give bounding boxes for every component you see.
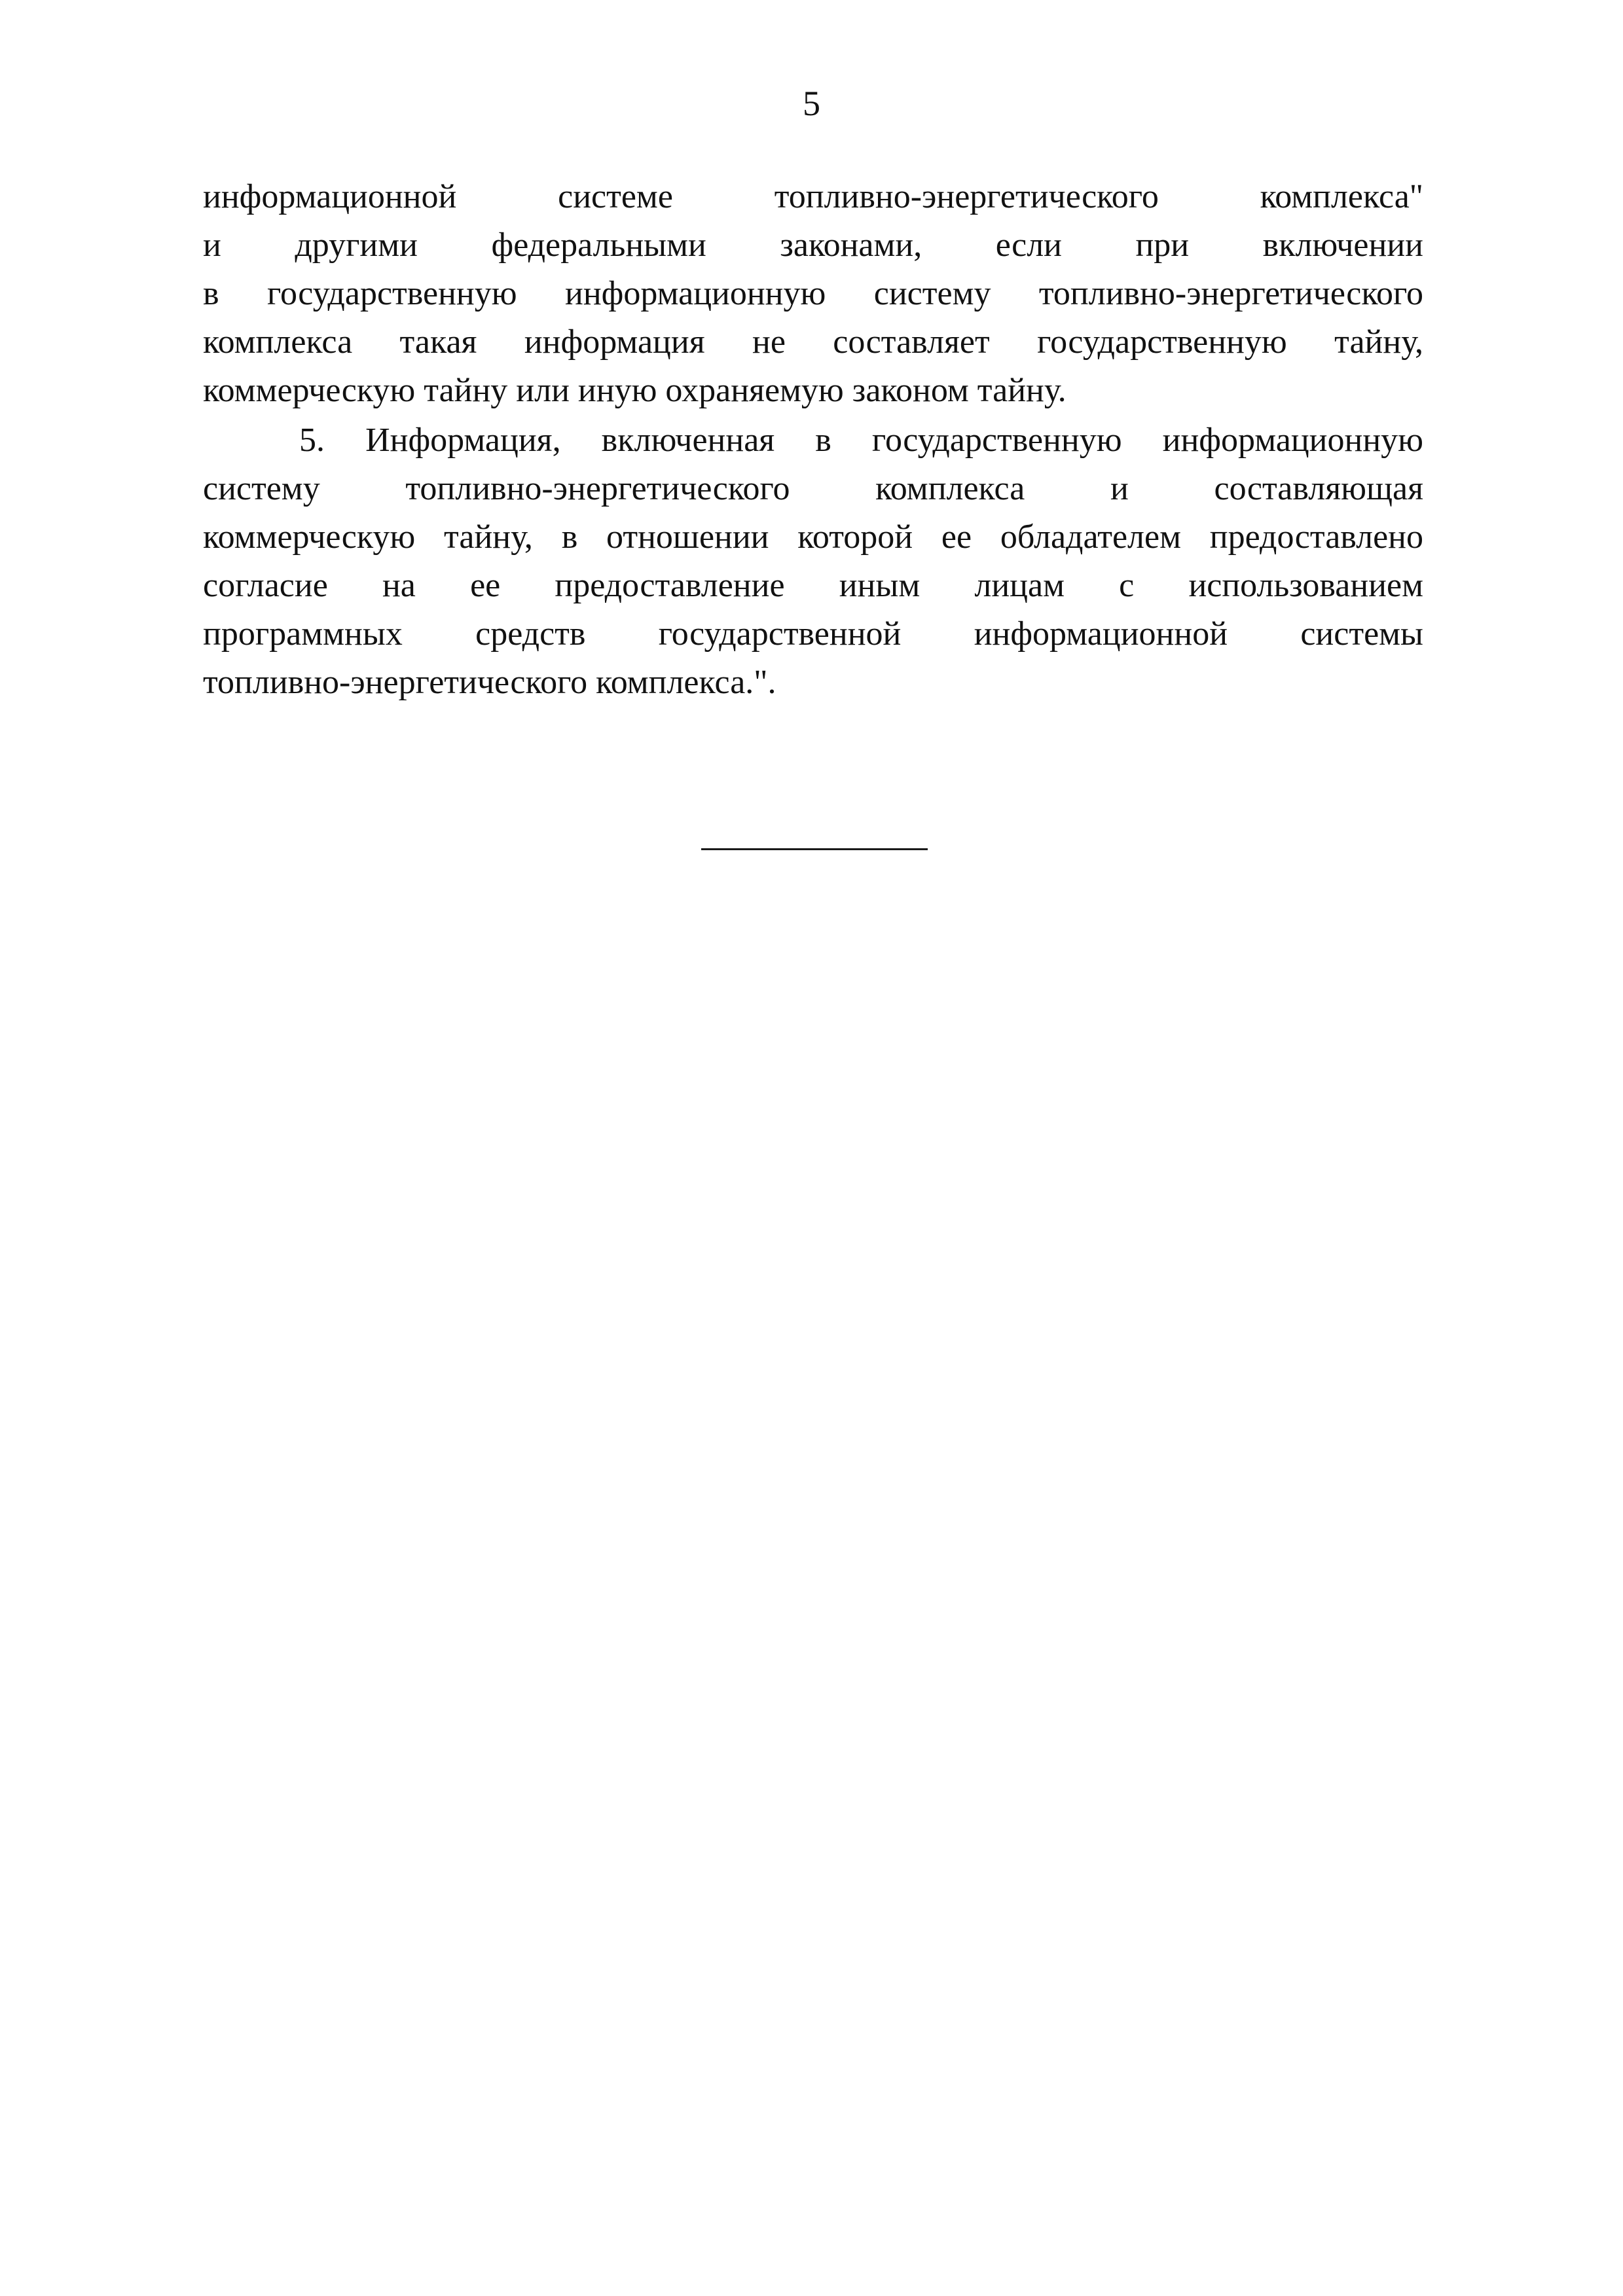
text-line: программных средств государственной информационной системы	[203, 615, 1423, 653]
paragraph-continuation	[203, 173, 1423, 415]
document-body	[203, 173, 1423, 707]
text-line: в государственную информационную систему топливно-энергетического	[203, 275, 1423, 312]
paragraph-item-5	[203, 416, 1423, 707]
text-line: топливно-энергетического комплекса.".	[203, 664, 776, 701]
text-line: систему топливно-энергетического комплекса и составляющая	[203, 470, 1423, 507]
end-of-document-rule	[701, 848, 928, 850]
text-line: коммерческую тайну, в отношении которой ее обладателем предоставлено	[203, 518, 1423, 556]
page-number: 5	[803, 84, 820, 123]
text-line: комплекса такая информация не составляет государственную тайну,	[203, 323, 1423, 361]
text-line: информационной системе топливно-энергетического комплекса"	[203, 178, 1423, 215]
text-line: согласие на ее предоставление иным лицам с использованием	[203, 567, 1423, 604]
text-line: 5. Информация, включенная в государственную информационную	[299, 422, 1423, 459]
text-line: и другими федеральными законами, если при включении	[203, 226, 1423, 264]
text-line: коммерческую тайну или иную охраняемую законом тайну.	[203, 372, 1067, 409]
